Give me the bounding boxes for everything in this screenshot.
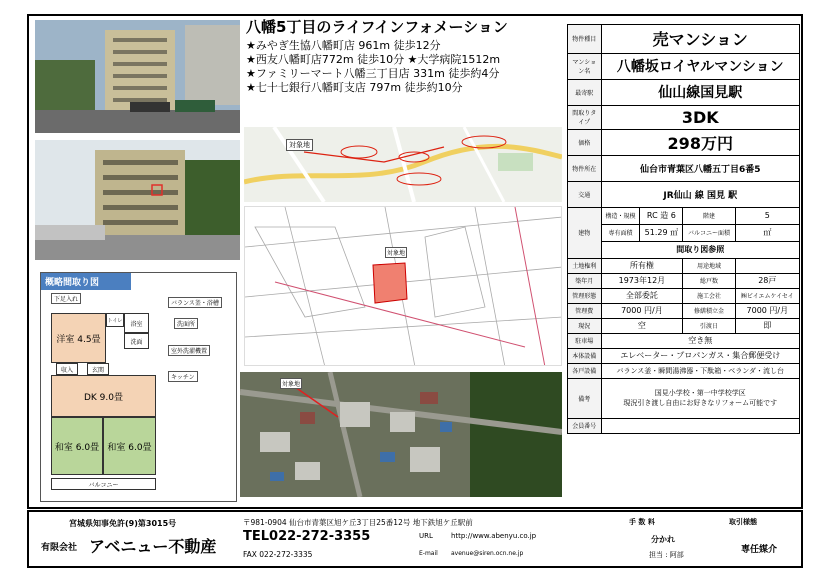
license-number: 宮城県知事免許(9)第3015号 [69,519,177,528]
room-bath: 浴室 [124,313,149,333]
footer [27,510,803,568]
built-date: 1973年12月 [601,273,683,288]
label-name: マンション名 [568,53,601,79]
company-fax: FAX 022-272-3335 [243,550,313,559]
label-repair: 修繕積立金 [683,303,735,318]
label-member: 会員番号 [568,418,601,433]
life-info-item: ★みやぎ生協八幡町店 961m 徒歩12分 [246,39,441,52]
building-photo-rear [35,140,240,260]
label-type: 物件種目 [568,25,601,53]
room-entrance: 玄関 [87,363,109,375]
traffic: JR仙山 線 国見 駅 [601,181,799,207]
life-info-item: ★七十七銀行八幡町支店 797m 徒歩約10分 [246,81,463,94]
room-western: 洋室 4.5畳 [51,313,106,363]
plan-note-shoebox: 下足入れ [51,293,81,304]
label-facility: 本体設備 [568,348,601,363]
aerial-photo [240,372,562,497]
price: 298万円 [601,129,799,155]
land-rights: 所有権 [601,258,683,273]
property-spec-table [567,24,800,434]
label-layout: 間取りタイプ [568,105,601,129]
label-parking: 駐車場 [568,333,601,348]
repair-fund: 7000 円/月 [735,303,799,318]
label-station: 最寄駅 [568,79,601,105]
label-use: 用途地域 [683,258,735,273]
plan-note-kitchen: キッチン [168,371,198,382]
life-info-item: ★ファミリーマート八幡三丁目店 331m 徒歩約4分 [246,67,500,80]
room-japanese-1: 和室 6.0畳 [51,417,103,475]
plan-note-washer: 室外洗濯機置 [168,345,210,356]
company-address: 〒981-0904 仙台市青葉区旭ケ丘3丁目25番12号 地下鉄旭ケ丘駅前 [243,518,473,527]
company-email[interactable]: avenue@siren.ocn.ne.jp [451,550,524,557]
floor-plan-header: 概略間取り図 [41,273,131,290]
layout-type: 3DK [601,105,799,129]
label-floor: 階建 [683,207,735,224]
land-use [735,258,799,273]
cadastral-map [244,206,562,366]
status: 空 [601,318,683,333]
floor: 5 [735,207,799,224]
room-toilet: トイレ [106,313,124,327]
plan-note-bath: バランス釜・浴槽 [168,297,222,308]
fee-value: 分かれ [651,535,675,544]
location: 仙台市青葉区八幡五丁目6番5 [601,155,799,181]
company-prefix: 有限会社 [41,543,78,553]
label-location: 物件所在 [568,155,601,181]
plan-reference: 間取り図参照 [601,241,799,258]
label-fee: 管理費 [568,303,601,318]
label-remarks: 備考 [568,378,601,418]
area-map [244,127,562,202]
handover: 即 [735,318,799,333]
label-rights: 土地権利 [568,258,601,273]
label-built: 築年月 [568,273,601,288]
url-label: URL [419,532,433,540]
label-area: 専有面積 [601,224,640,241]
trade-label: 取引様態 [729,518,757,526]
room-storage: 収入 [56,363,78,375]
label-handover: 引渡日 [683,318,735,333]
room-washroom: 洗面 [124,333,149,349]
total-units: 28戸 [735,273,799,288]
company-url[interactable]: http://www.abenyu.co.jp [451,532,537,540]
cadastral-target-label: 対象地 [385,247,407,258]
life-info-title: 八幡5丁目のライフインフォメーション [246,18,508,36]
room-balcony: バルコニー [51,478,156,490]
trade-value: 専任媒介 [741,545,778,555]
area: 51.29 ㎡ [640,224,683,241]
life-information [246,18,562,128]
floor-plan [40,272,237,502]
fee-label: 手 数 料 [629,518,655,526]
mansion-name: 八幡坂ロイヤルマンション [601,53,799,79]
facility: エレベーター・プロパンガス・集合郵便受け [601,348,799,363]
mgmt-company: ㈱ビイエムケイセイ [735,288,799,303]
structure: RC 造 6 [640,207,683,224]
label-status: 現況 [568,318,601,333]
email-label: E-mail [419,550,438,557]
building-photo-street [35,20,240,133]
label-equipment: 各戸設備 [568,363,601,378]
plan-note-washroom: 洗面所 [174,318,198,329]
map-target-label: 対象地 [286,139,313,151]
label-mgmt-form: 管理形態 [568,288,601,303]
label-balcony: バルコニー面積 [683,224,735,241]
label-building: 建物 [568,207,601,258]
contact-person: 担当 : 阿部 [649,551,684,559]
label-structure: 構造・規模 [601,207,640,224]
company-name: アベニュー不動産 [89,537,217,556]
mgmt-form: 全部委託 [601,288,683,303]
parking: 空き無 [601,333,799,348]
aerial-target-label: 対象地 [280,378,302,389]
room-dk: DK 9.0畳 [51,375,156,417]
company-tel: TEL022-272-3355 [243,529,371,544]
remarks: 国見小学校・第一中学校学区 現況引き渡し自由にお好きなリフォーム可能です [601,378,799,418]
label-traffic: 交通 [568,181,601,207]
room-japanese-2: 和室 6.0畳 [103,417,156,475]
property-type: 売マンション [601,25,799,53]
mgmt-fee: 7000 円/月 [601,303,683,318]
life-info-item: ★西友八幡町店772m 徒歩10分 ★大学病院1512m [246,53,501,66]
nearest-station: 仙山線国見駅 [601,79,799,105]
member-number [601,418,799,433]
label-price: 価格 [568,129,601,155]
label-mgmt-co: 施工会社 [683,288,735,303]
balcony-area: ㎡ [735,224,799,241]
label-units: 総戸数 [683,273,735,288]
equipment: バランス釜・瞬間湯沸器・下駄箱・ベランダ・流し台 [601,363,799,378]
